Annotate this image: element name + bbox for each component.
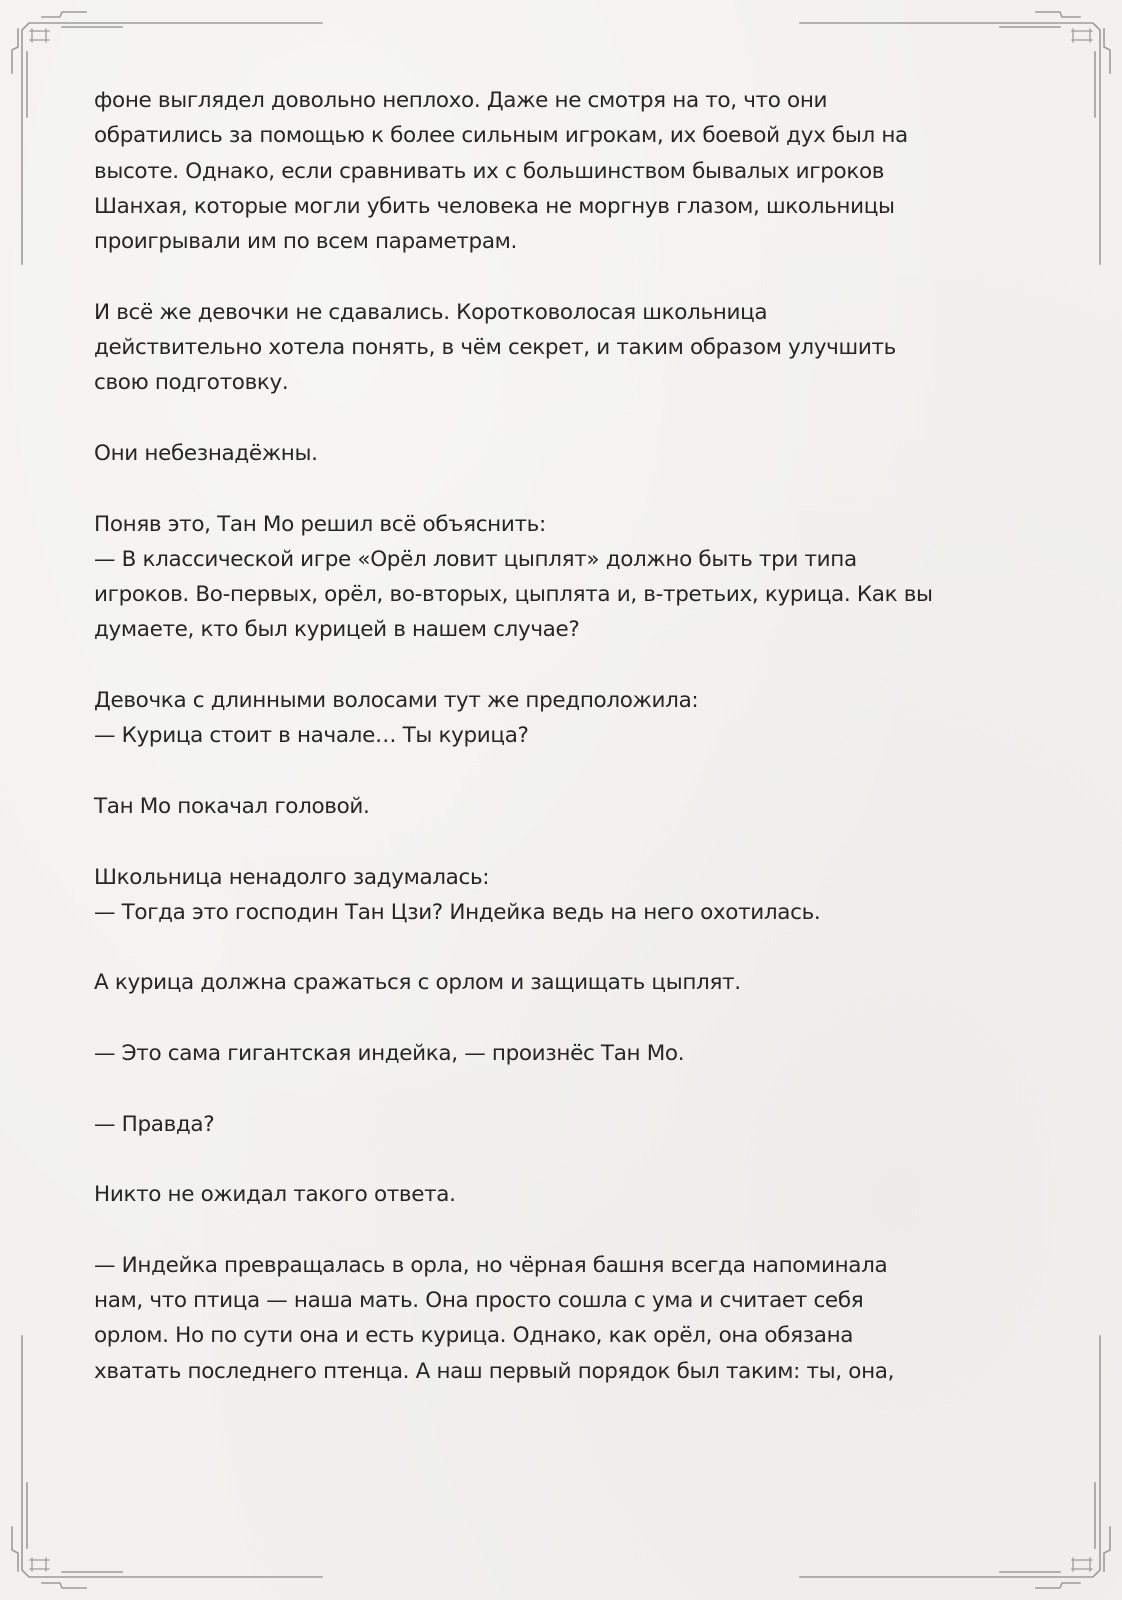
document-body	[94, 83, 1024, 1424]
paragraph	[94, 1107, 1024, 1142]
text-line: нам, что птица — наша мать. Она просто сошла с ума и считает себя	[94, 1288, 864, 1314]
paragraph	[94, 436, 1024, 471]
paragraph	[94, 683, 1024, 754]
text-line: хватать последнего птенца. А наш первый порядок был таким: ты, она,	[94, 1358, 895, 1384]
text-line: высоте. Однако, если сравнивать их с большинством бывалых игроков	[94, 158, 885, 184]
text-line: фоне выглядел довольно неплохо. Даже не смотря на то, что они	[94, 88, 828, 113]
text-line: Школьница ненадолго задумалась:	[94, 864, 490, 890]
paragraph	[94, 1177, 1024, 1212]
paragraph	[94, 860, 1024, 931]
text-line: проигрывали им по всем параметрам.	[94, 229, 517, 255]
text-line: свою подготовку.	[94, 370, 289, 396]
text-line: Шанхая, которые могли убить человека не моргнув глазом, школьницы	[94, 193, 895, 219]
paragraph	[94, 965, 1024, 1000]
text-line: И всё же девочки не сдавались. Коротковолосая школьница	[94, 299, 768, 325]
text-line: — Это сама гигантская индейка, — произнёс Тан Мо.	[94, 1041, 685, 1067]
text-line: А курица должна сражаться с орлом и защищать цыплят.	[94, 970, 741, 996]
text-line: Девочка с длинными волосами тут же предположила:	[94, 688, 699, 714]
paragraph	[94, 1248, 1024, 1389]
text-line: Они небезнадёжны.	[94, 440, 318, 466]
text-line: Никто не ожидал такого ответа.	[94, 1182, 456, 1208]
paragraph	[94, 789, 1024, 824]
text-line: — Правда?	[94, 1111, 215, 1137]
paragraph	[94, 507, 1024, 648]
paragraph	[94, 295, 1024, 401]
text-line: обратились за помощью к более сильным игрокам, их боевой дух был на	[94, 123, 908, 149]
text-line: — Тогда это господин Тан Цзи? Индейка ведь на него охотилась.	[94, 899, 821, 925]
text-line: Поняв это, Тан Мо решил всё объяснить:	[94, 511, 546, 537]
paragraph	[94, 83, 1024, 259]
text-line: — Курица стоит в начале… Ты курица?	[94, 723, 529, 749]
text-line: Тан Мо покачал головой.	[94, 793, 370, 819]
text-line: думаете, кто был курицей в нашем случае?	[94, 617, 580, 643]
text-line: игроков. Во-первых, орёл, во-вторых, цыплята и, в-третьих, курица. Как вы	[94, 582, 933, 608]
text-line: орлом. Но по сути она и есть курица. Однако, как орёл, она обязана	[94, 1323, 854, 1349]
paragraph	[94, 1036, 1024, 1071]
text-line: — В классической игре «Орёл ловит цыплят» должно быть три типа	[94, 546, 857, 572]
text-line: действительно хотела понять, в чём секрет, и таким образом улучшить	[94, 335, 896, 361]
text-line: — Индейка превращалась в орла, но чёрная башня всегда напоминала	[94, 1252, 888, 1278]
